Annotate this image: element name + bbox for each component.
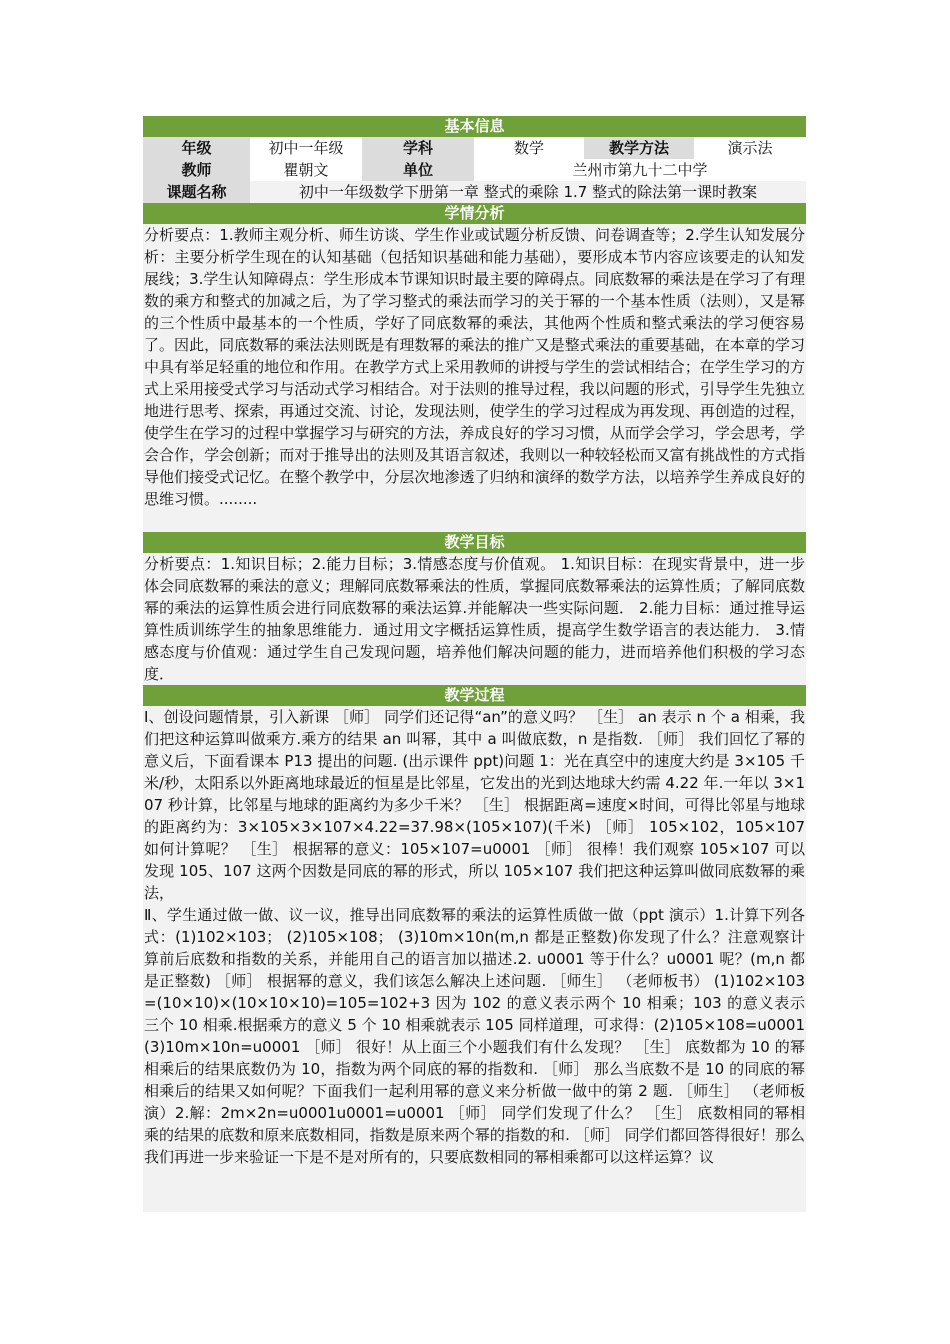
goals-text: 分析要点：1.知识目标；2.能力目标；3.情感态度与价值观。 1.知识目标：在现实背景中，进一步体会同底数幂的乘法的意义；理解同底数幂乘法的性质，掌握同底数幂乘法的运算性质；了解同底数幂的乘法的运算性质会进行同底数幂的乘法运算.并能解决一些实际问题． 2.能力目标：通过推导运算性质训练学生的抽象思维能力．通过用文字概括运算性质，提高学生数学语言的表达能力． 3.情感态度与价值观：通过学生自己发现问题，培养他们解决问题的能力，进而培养他们积极的学习态度．	[144, 555, 805, 683]
lesson-plan-table	[143, 116, 806, 1212]
row-grade-subject-method	[143, 137, 806, 159]
row-topic	[143, 181, 806, 203]
process-text: Ⅰ、创设问题情景，引入新课 ［师］ 同学们还记得“an”的意义吗？ ［生］ an 表示 n 个 a 相乘，我们把这种运算叫做乘方.乘方的结果 an 叫幂，其中 a 叫做底数，n 是指数. ［师］ 我们回忆了幂的意义后，下面看课本 P13 提出的问题. (出示课件 ppt)问题 1：光在真空中的速度大约是 3×105 千米/秒，太阳系以外距离地球最近的恒星是比邻星，它发出的光到达地球大约需 4.22 年.一年以 3×107 秒计算，比邻星与地球的距离约为多少千米？ ［生］ 根据距离=速度×时间，可得比邻星与地球的距离约为：3×105×3×107×4.22=37.98×(105×107)(千米) ［师］ 105×102，105×107 如何计算呢？ ［生］ 根据幂的意义：105×107=u0001 ［师］ 很棒！我们观察 105×107 可以发现 105、107 这两个因数是同底的幂的形式，所以 105×107 我们把这种运算叫做同底数幂的乘法， Ⅱ、学生通过做一做、议一议，推导出同底数幂的乘法的运算性质做一做（ppt 演示）1.计算下列各式：(1)102×103； (2)105×108； (3)10m×10n(m,n 都是正整数)你发现了什么？注意观察计算前后底数和指数的关系，并能用自己的语言加以描述.2. u0001 等于什么？u0001 呢？(m,n 都是正整数) ［师］ 根据幂的意义，我们该怎么解决上述问题. ［师生］ （老师板书） (1)102×103=(10×10)×(10×10×10)=105=102+3 因为 102 的意义表示两个 10 相乘；103 的意义表示三个 10 相乘.根据乘方的意义 5 个 10 相乘就表示 105 同样道理，可求得：(2)105×108=u0001(3)10m×10n=u0001 ［师］ 很好！从上面三个小题我们有什么发现？ ［生］ 底数都为 10 的幂相乘后的结果底数仍为 10，指数为两个同底的幂的指数和. ［师］ 那么当底数不是 10 的同底的幂相乘后的结果又如何呢？下面我们一起利用幂的意义来分析做一做中的第 2 题. ［师生］ （老师板演）2.解：2m×2n=u0001u0001=u0001 ［师］ 同学们发现了什么？ ［生］ 底数相同的幂相乘的结果的底数和原来底数相同，指数是原来两个幂的指数的和. ［师］ 同学们都回答得很好！那么我们再进一步来验证一下是不是对所有的，只要底数相同的幂相乘都可以这样运算？议	[143, 706, 806, 1212]
topic-value: 初中一年级数学下册第一章 整式的乘除 1.7 整式的除法第一课时教案	[298, 183, 758, 201]
row-teacher-unit	[143, 159, 806, 181]
grade-label: 年级	[143, 137, 250, 159]
grade-value: 初中一年级	[268, 139, 344, 157]
subject-label: 学科	[362, 137, 474, 159]
section-header-process: 教学过程	[143, 685, 806, 706]
teacher-value: 瞿朝文	[283, 161, 329, 179]
method-value: 演示法	[727, 139, 773, 157]
topic-label: 课题名称	[143, 181, 250, 203]
teacher-label: 教师	[143, 159, 250, 181]
section-header-basic-info: 基本信息	[143, 116, 806, 137]
subject-value: 数学	[513, 139, 544, 157]
method-label: 教学方法	[584, 137, 694, 159]
unit-value: 兰州市第九十二中学	[572, 161, 708, 179]
analysis-text: 分析要点：1.教师主观分析、师生访谈、学生作业或试题分析反馈、问卷调查等；2.学生认知发展分析：主要分析学生现在的认知基础（包括知识基础和能力基础），要形成本节内容应该要走的认知发展线；3.学生认知障碍点：学生形成本节课知识时最主要的障碍点。同底数幂的乘法是在学习了有理数的乘方和整式的加减之后，为了学习整式的乘法而学习的关于幂的一个基本性质（法则），又是幂的三个性质中最基本的一个性质，学好了同底数幂的乘法，其他两个性质和整式乘法的学习便容易了。因此，同底数幂的乘法法则既是有理数幂的乘法的推广又是整式乘法的重要基础，在本章的学习中具有举足轻重的地位和作用。在教学方式上采用教师的讲授与学生的尝试相结合；在学生学习的方式上采用接受式学习与活动式学习相结合。对于法则的推导过程，我以问题的形式，引导学生先独立地进行思考、探索，再通过交流、讨论，发现法则，使学生的学习过程成为再发现、再创造的过程，使学生在学习的过程中掌握学习与研究的方法，养成良好的学习习惯，从而学会学习，学会思考，学会合作，学会创新；而对于推导出的法则及其语言叙述，我则以一种较轻松而又富有挑战性的方式指导他们接受式记忆。在整个教学中，分层次地渗透了归纳和演绎的数学方法，以培养学生养成良好的思维习惯。........	[143, 224, 806, 532]
section-header-analysis: 学情分析	[143, 203, 806, 224]
unit-label: 单位	[362, 159, 474, 181]
section-header-goals: 教学目标	[143, 532, 806, 553]
